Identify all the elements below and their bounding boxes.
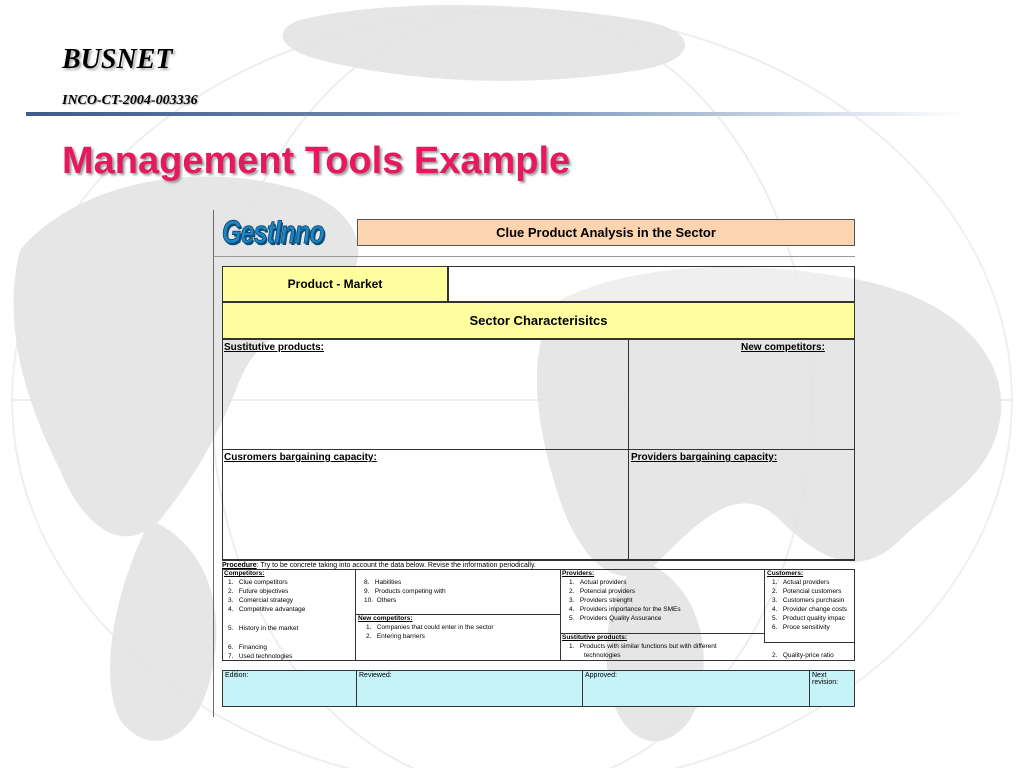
divider xyxy=(764,569,765,642)
gestinno-logo: GestInno xyxy=(222,214,324,250)
list-item: 6. Financing xyxy=(228,644,268,651)
list-item: 2. Quality-price ratio xyxy=(772,652,834,659)
next-revision-field[interactable]: Next revision: xyxy=(809,670,855,707)
list-item: 5. Providers Quality Assurance xyxy=(569,615,662,622)
customers-heading: Customers: xyxy=(767,570,804,577)
divider xyxy=(355,569,356,661)
list-item: 3. Comercial strategy xyxy=(228,597,294,604)
new-competitors-heading: New competitors: xyxy=(358,615,413,622)
list-item: 2. Potencial providers xyxy=(569,588,636,595)
divider xyxy=(560,569,561,661)
procedure-text: : Try to be concrete taking into account the data below. Revise the information periodically. xyxy=(256,562,536,569)
reviewed-field[interactable]: Reviewed: xyxy=(356,670,583,707)
doc-title: Clue Product Analysis in the Sector xyxy=(357,219,855,246)
header-divider xyxy=(26,112,966,116)
list-item: 10. Others xyxy=(364,597,397,604)
list-item: 1. Actual providers xyxy=(772,579,830,586)
list-item: 2. Future objectives xyxy=(228,588,289,595)
new-competitors-cell xyxy=(628,339,855,450)
divider xyxy=(764,642,855,643)
list-item: 1. Actual providers xyxy=(569,579,627,586)
list-item: technologies xyxy=(584,652,621,659)
list-item: 4. Provider change costs xyxy=(772,606,848,613)
edition-field[interactable]: Edition: xyxy=(222,670,357,707)
customers-cell xyxy=(222,449,629,560)
list-item: 6. Proce sensitivity xyxy=(772,624,830,631)
approved-field[interactable]: Approved: xyxy=(582,670,810,707)
list-item: 5. History in the market xyxy=(228,625,299,632)
list-item: 2. Entering barriers xyxy=(366,633,425,640)
list-item: 4. Competitive advantage xyxy=(228,606,306,613)
list-item: 7. Used technologies xyxy=(228,653,293,660)
competitors-heading: Competitors: xyxy=(224,570,265,577)
procedure-label: Procedure xyxy=(222,562,257,569)
list-item: 5. Product quality impac xyxy=(772,615,845,622)
product-market-value xyxy=(448,266,855,302)
substitutive-cell xyxy=(222,339,629,450)
spreadsheet-image xyxy=(213,210,855,717)
providers-cell xyxy=(628,449,855,560)
providers-title: Providers bargaining capacity: xyxy=(631,452,778,463)
product-market-label: Product - Market xyxy=(222,266,448,302)
list-item: 9. Products competing with xyxy=(364,588,446,595)
substitutes-heading: Sustitutive products: xyxy=(562,634,628,641)
brand-name: BUSNET xyxy=(62,44,173,75)
new-competitors-title: New competitors: xyxy=(741,342,825,353)
project-code: INCO-CT-2004-003336 xyxy=(62,93,198,108)
sector-characteristics-label: Sector Characterisitcs xyxy=(222,302,855,339)
slide-title: Management Tools Example xyxy=(62,140,571,182)
list-item: 1. Products with similar functions but with different xyxy=(569,643,717,650)
list-item: 3. Providers strenght xyxy=(569,597,633,604)
list-item: 1. Clue competitors xyxy=(228,579,288,586)
procedure-table xyxy=(222,569,855,661)
header-separator xyxy=(214,256,855,257)
list-item: 2. Potencial customers xyxy=(772,588,842,595)
substitutive-title: Sustitutive products: xyxy=(224,342,325,353)
customers-title: Cusromers bargaining capacity: xyxy=(224,452,377,463)
list-item: 3. Customers purchasin xyxy=(772,597,845,604)
providers-heading: Providers: xyxy=(562,570,595,577)
list-item: 8. Habilities xyxy=(364,579,402,586)
list-item: 4. Providers importance for the SMEs xyxy=(569,606,681,613)
list-item: 1. Companies that could enter in the sector xyxy=(366,624,494,631)
